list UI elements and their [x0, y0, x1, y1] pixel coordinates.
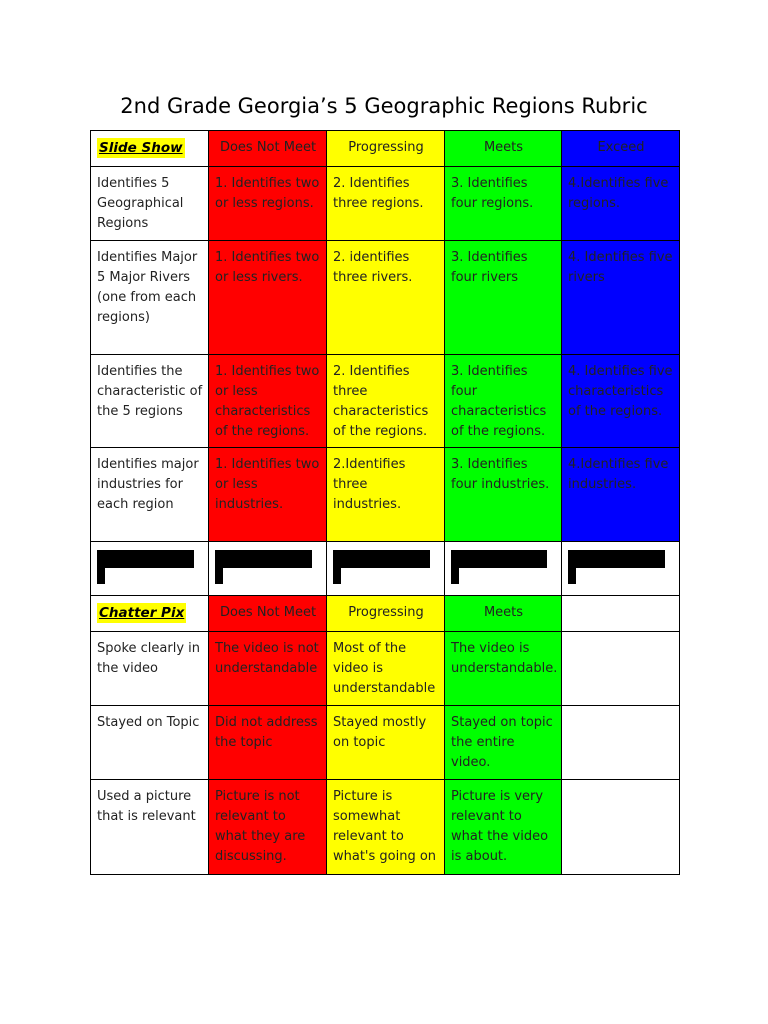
- rating-cell: 3. Identifies four industries.: [445, 448, 562, 542]
- rating-cell: 4.Identifies five industries.: [562, 448, 680, 542]
- criterion-cell: Used a picture that is relevant: [91, 780, 209, 875]
- chatter-pix-section-label: Chatter Pix: [99, 605, 185, 621]
- redaction-bar: [568, 550, 665, 568]
- rating-cell: 1. Identifies two or less industries.: [209, 448, 327, 542]
- rating-cell: 4. Identifies five characteristics of the regions.: [562, 355, 680, 448]
- separator-cell: [445, 542, 562, 596]
- rating-cell: Picture is very relevant to what the video is about.: [445, 780, 562, 875]
- page-title: 2nd Grade Georgia’s 5 Geographic Regions Rubric: [120, 94, 648, 118]
- rating-cell: 1. Identifies two or less regions.: [209, 167, 327, 241]
- redaction-bar: [451, 550, 459, 584]
- criterion-cell: Identifies the characteristic of the 5 regions: [91, 355, 209, 448]
- header-does-not-meet: Does Not Meet: [209, 596, 327, 632]
- rating-cell: Did not address the topic: [209, 706, 327, 780]
- redaction-bar: [215, 550, 223, 584]
- redaction-bar: [451, 550, 547, 568]
- table-row: [91, 780, 680, 875]
- table-row: [91, 448, 680, 542]
- header-exceed: Exceed: [562, 131, 680, 167]
- rating-cell: 3. Identifies four rivers: [445, 241, 562, 355]
- rating-cell: 2. Identifies three characteristics of the regions.: [327, 355, 445, 448]
- slide-show-section-cell: [91, 131, 209, 167]
- rating-cell: 4. Identifies five rivers: [562, 241, 680, 355]
- criterion-cell: Identifies 5 Geographical Regions: [91, 167, 209, 241]
- criterion-cell: Stayed on Topic: [91, 706, 209, 780]
- rating-cell: Picture is not relevant to what they are discussing.: [209, 780, 327, 875]
- header-meets: Meets: [445, 596, 562, 632]
- rating-cell: 2. Identifies three regions.: [327, 167, 445, 241]
- redaction-bar: [97, 550, 105, 584]
- rating-cell: Picture is somewhat relevant to what's going on: [327, 780, 445, 875]
- redaction-bar: [333, 550, 341, 584]
- rating-cell: The video is not understandable: [209, 632, 327, 706]
- criterion-cell: Spoke clearly in the video: [91, 632, 209, 706]
- rating-cell: [562, 780, 680, 875]
- redaction-bar: [568, 550, 576, 584]
- chatter-pix-header-row: [91, 596, 680, 632]
- header-progressing: Progressing: [327, 596, 445, 632]
- rating-cell: 1. Identifies two or less characteristics of the regions.: [209, 355, 327, 448]
- criterion-cell: Identifies major industries for each region: [91, 448, 209, 542]
- rating-cell: 4.Identifies five regions.: [562, 167, 680, 241]
- rating-cell: 1. Identifies two or less rivers.: [209, 241, 327, 355]
- table-row: [91, 632, 680, 706]
- rating-cell: 2. identifies three rivers.: [327, 241, 445, 355]
- rating-cell: 2.Identifies three industries.: [327, 448, 445, 542]
- rating-cell: [562, 632, 680, 706]
- separator-cell: [91, 542, 209, 596]
- rubric-table: [90, 130, 680, 875]
- separator-cell: [562, 542, 680, 596]
- separator-cell: [209, 542, 327, 596]
- redaction-bar: [215, 550, 312, 568]
- table-row: [91, 241, 680, 355]
- header-does-not-meet: Does Not Meet: [209, 131, 327, 167]
- rating-cell: 3. Identifies four regions.: [445, 167, 562, 241]
- rating-cell: Most of the video is understandable: [327, 632, 445, 706]
- slide-show-section-label: Slide Show: [99, 140, 183, 156]
- table-row: [91, 355, 680, 448]
- table-row: [91, 167, 680, 241]
- rating-cell: The video is understandable.: [445, 632, 562, 706]
- header-progressing: Progressing: [327, 131, 445, 167]
- rating-cell: Stayed on topic the entire video.: [445, 706, 562, 780]
- separator-cell: [327, 542, 445, 596]
- header-empty: [562, 596, 680, 632]
- header-meets: Meets: [445, 131, 562, 167]
- table-row: [91, 706, 680, 780]
- slide-show-header-row: [91, 131, 680, 167]
- redaction-bar: [97, 550, 194, 568]
- redaction-bar: [333, 550, 430, 568]
- criterion-cell: Identifies Major 5 Major Rivers (one from each regions): [91, 241, 209, 355]
- rating-cell: [562, 706, 680, 780]
- separator-row: [91, 542, 680, 596]
- rating-cell: Stayed mostly on topic: [327, 706, 445, 780]
- chatter-pix-section-cell: [91, 596, 209, 632]
- rating-cell: 3. Identifies four characteristics of the regions.: [445, 355, 562, 448]
